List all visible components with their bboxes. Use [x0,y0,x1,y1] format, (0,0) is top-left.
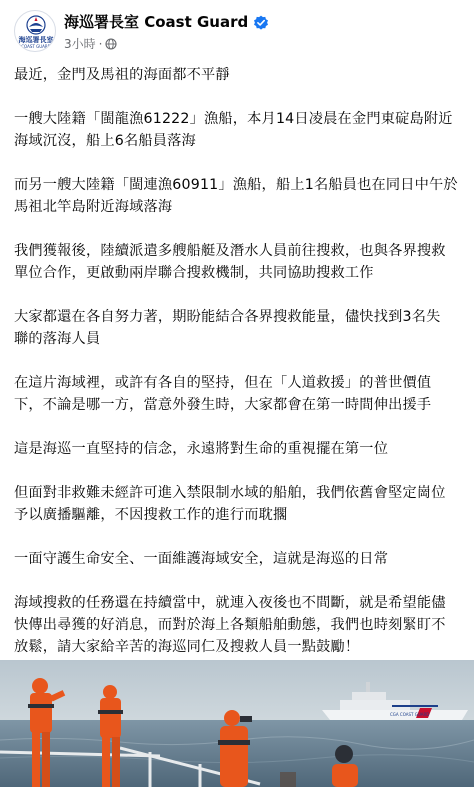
post-timestamp[interactable]: 3小時 [64,37,96,51]
avatar-label: 海巡署長室 [18,36,54,44]
post-meta [64,36,117,52]
meta-separator: · [98,37,103,51]
page-name-link[interactable]: 海巡署長室 Coast Guard [64,13,249,31]
post-paragraph: 海域搜救的任務還在持續當中，就連入夜後也不間斷，就是希望能儘 快傳出尋獲的好消息，而對於海上各類船舶動態，我們也時刻緊盯不 放鬆，請大家給辛苦的海巡同仁及搜救人員一點鼓勵！ [14,595,446,655]
post-paragraph: 但面對非救難未經許可進入禁限制水域的船舶，我們依舊會堅定崗位 予以廣播驅離，不因搜救工作的進行而耽擱 [14,485,446,523]
avatar[interactable] [14,10,56,52]
verified-badge-icon [253,15,269,31]
post-paragraph: 大家都還在各自努力著，期盼能結合各界搜救能量，儘快找到3名失 聯的落海人員 [14,309,441,347]
post-paragraph: 最近，金門及馬祖的海面都不平靜 [14,67,230,83]
coast-guard-deck-photo [0,660,474,787]
globe-icon [105,38,117,50]
post-header [0,0,474,58]
post-paragraph: 一艘大陸籍「閩龍漁61222」漁船，本月14日凌晨在金門東碇島附近 海域沉沒，船上6名船員落海 [14,111,453,149]
post-paragraph: 這是海巡一直堅持的信念，永遠將對生命的重視擺在第一位 [14,441,389,457]
post-paragraph: 一面守護生命安全、一面維護海域安全，這就是海巡的日常 [14,551,389,567]
post-paragraph: 在這片海域裡，或許有各自的堅持，但在「人道救援」的普世價值 下，不論是哪一方，當意外發生時，大家都會在第一時間伸出援手 [14,375,432,413]
ship-label: CGA COAST GUARD [390,712,430,717]
post-paragraph: 我們獲報後，陸續派遣多艘船艇及潛水人員前往搜救，也與各界搜救 單位合作，更啟動兩岸聯合搜救機制，共同協助搜救工作 [14,243,446,281]
post-photo[interactable] [0,660,474,787]
post-paragraph: 而另一艘大陸籍「閩連漁60911」漁船，船上1名船員也在同日中午於 馬祖北竿島附近海域落海 [14,177,458,215]
avatar-sublabel: COAST GUARD [21,44,51,49]
